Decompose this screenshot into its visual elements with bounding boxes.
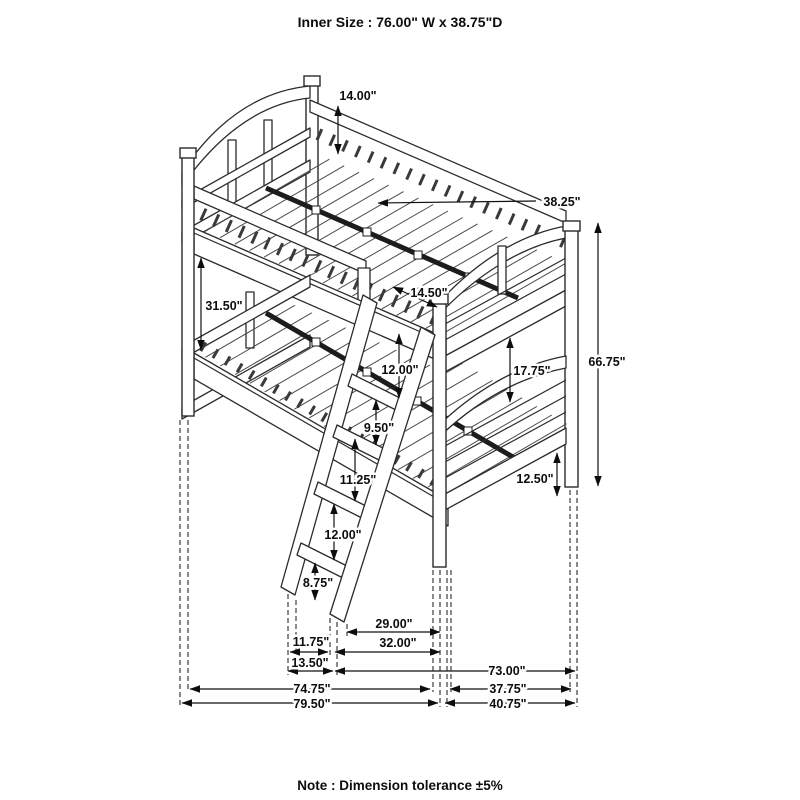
dim-label-overall-length: 79.50" [293, 697, 331, 711]
dim-label-rail-to-first-rung: 12.00" [381, 363, 419, 377]
dim-label-headboard-rail-height: 14.00" [339, 89, 377, 103]
dim-label-rung-gap-1: 9.50" [363, 421, 395, 435]
dim-label-rung-to-floor: 8.75" [302, 576, 334, 590]
dim-label-leg-height: 12.50" [516, 472, 554, 486]
right-post [563, 221, 580, 487]
dim-label-bunk-clearance: 31.50" [205, 299, 243, 313]
dim-label-rung-gap-3: 12.00" [324, 528, 362, 542]
dim-label-ladder-span-inner: 29.00" [375, 617, 413, 631]
dim-label-guardrail-gap: 14.50" [410, 286, 448, 300]
dim-label-top-inner-depth: 38.25" [543, 195, 581, 209]
dim-label-rung-gap-2: 11.25" [339, 473, 377, 487]
dim-label-overall-height: 66.75" [588, 355, 626, 369]
dim-label-ladder-foot-depth: 13.50" [291, 656, 329, 670]
upper-footboard [434, 226, 566, 378]
dim-label-ladder-span-outer: 32.00" [379, 636, 417, 650]
dim-label-frame-length: 73.00" [488, 664, 526, 678]
left-post [180, 148, 196, 416]
dim-label-length-to-post: 74.75" [293, 682, 331, 696]
dim-label-footboard-clearance: 17.75" [513, 364, 551, 378]
tolerance-note: Note : Dimension tolerance ±5% [297, 778, 503, 793]
dim-label-end-overall-width: 40.75" [489, 697, 527, 711]
dim-label-end-inner-width: 37.75" [489, 682, 527, 696]
dim-label-ladder-foot-width: 11.75" [292, 635, 330, 649]
page-title: Inner Size : 76.00" W x 38.75"D [297, 14, 503, 30]
bed-drawing [180, 76, 580, 622]
